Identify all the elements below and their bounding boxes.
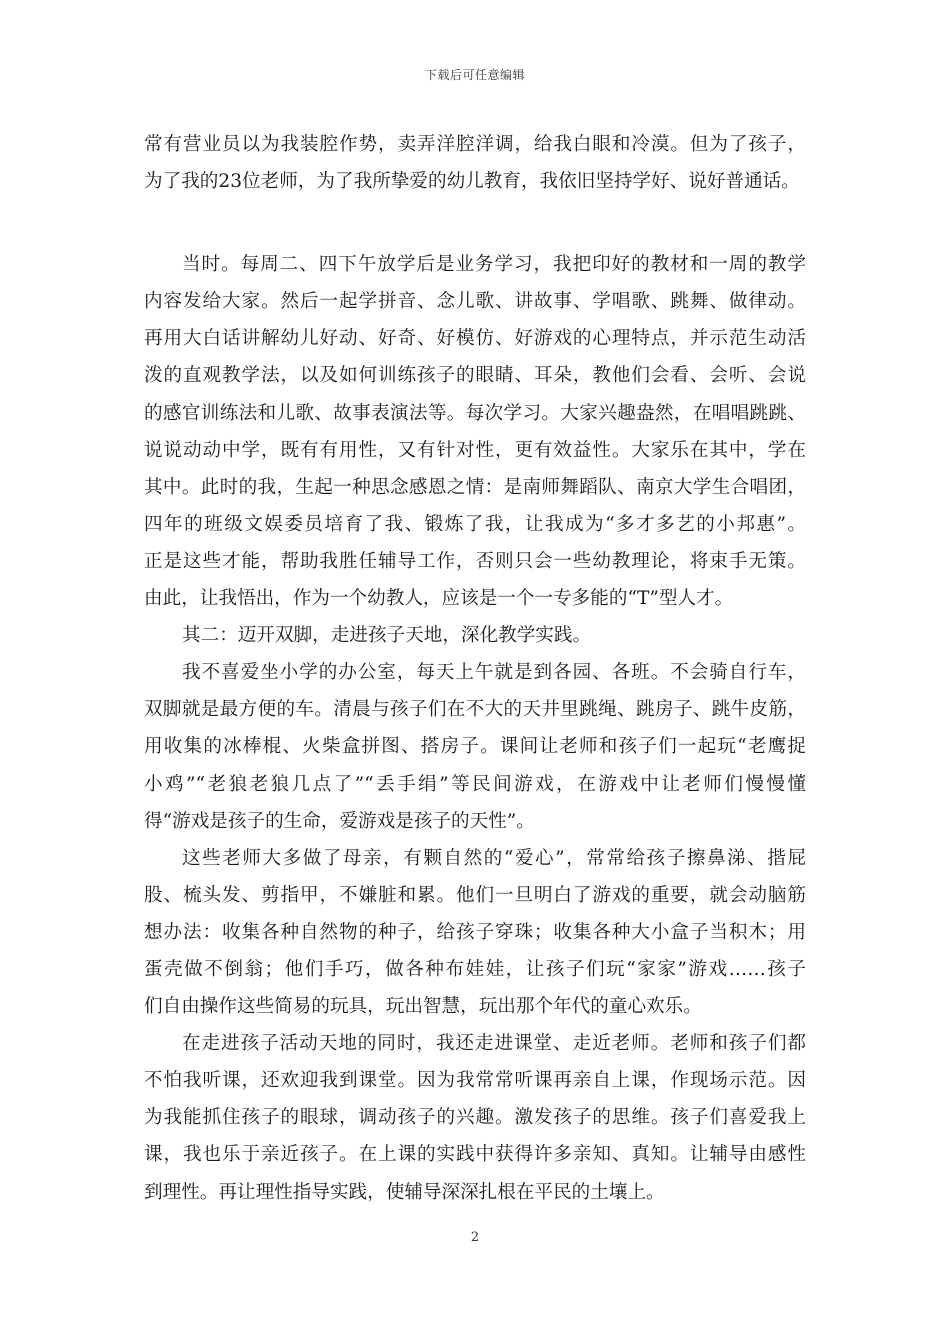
text-line: 为了我的23位老师，为了我所挚爱的幼儿教育，我依旧坚持学好、说好普通话。 (144, 171, 800, 193)
paragraph (144, 246, 806, 617)
text-line: 四年的班级文娱委员培育了我、锻炼了我，让我成为“多才多艺的小邦惠”。 (144, 513, 806, 535)
paragraph (144, 840, 806, 1025)
document-body (144, 126, 806, 1211)
text-line: 得“游戏是孩子的生命，爱游戏是孩子的天性”。 (144, 810, 535, 832)
page-number: 2 (470, 1230, 480, 1245)
paragraph (144, 617, 806, 654)
text-line: 不怕我听课，还欢迎我到课堂。因为我常常听课再亲自上课，作现场示范。因 (144, 1070, 806, 1092)
text-line: 双脚就是最方便的车。清晨与孩子们在不大的天井里跳绳、跳房子、跳牛皮筋， (144, 699, 806, 721)
paragraph (144, 126, 806, 200)
text-line: 课，我也乐于亲近孩子。在上课的实践中获得许多亲知、真知。让辅导由感性 (144, 1144, 806, 1166)
text-line: 我不喜爱坐小学的办公室，每天上午就是到各园、各班。不会骑自行车， (182, 662, 806, 684)
text-line: 到理性。再让理性指导实践，使辅导深深扎根在平民的土壤上。 (144, 1181, 665, 1203)
text-line: 说说动动中学，既有有用性，又有针对性，更有效益性。大家乐在其中，学在 (144, 439, 806, 461)
text-line: 在走进孩子活动天地的同时，我还走进课堂、走近老师。老师和孩子们都 (182, 1033, 806, 1055)
text-line: 们自由操作这些简易的玩具，玩出智慧，玩出那个年代的童心欢乐。 (144, 996, 702, 1018)
text-line: 其中。此时的我，生起一种思念感恩之情：是南师舞蹈队、南京大学生合唱团， (144, 476, 806, 498)
text-line: 这些老师大多做了母亲，有颗自然的“爱心”，常常给孩子擦鼻涕、揩屁 (182, 847, 806, 869)
text-line: 为我能抓住孩子的眼球，调动孩子的兴趣。激发孩子的思维。孩子们喜爱我上 (144, 1107, 806, 1129)
paragraph (144, 654, 806, 839)
text-line: 想办法：收集各种自然物的种子，给孩子穿珠；收集各种大小盒子当积木；用 (144, 921, 806, 943)
paragraph (144, 1025, 806, 1210)
paragraph-gap (144, 200, 806, 246)
page-header: 下载后可任意编辑 (424, 68, 525, 82)
text-line: 蛋壳做不倒翁；他们手巧，做各种布娃娃，让孩子们玩“家家”游戏……孩子 (144, 958, 806, 980)
text-line: 由此，让我悟出，作为一个幼教人，应该是一个一专多能的“T”型人才。 (144, 588, 734, 610)
text-line: 再用大白话讲解幼儿好动、好奇、好模仿、好游戏的心理特点，并示范生动活 (144, 328, 806, 350)
text-line: 其二：迈开双脚，走进孩子天地，深化教学实践。 (182, 625, 592, 647)
text-line: 泼的直观教学法，以及如何训练孩子的眼睛、耳朵，教他们会看、会听、会说 (144, 365, 806, 387)
text-line: 用收集的冰棒棍、火柴盒拼图、搭房子。课间让老师和孩子们一起玩“老鹰捉 (144, 736, 806, 758)
text-line: 当时。每周二、四下午放学后是业务学习，我把印好的教材和一周的教学 (182, 254, 806, 276)
text-line: 股、梳头发、剪指甲，不嫌脏和累。他们一旦明白了游戏的重要，就会动脑筋 (144, 884, 806, 906)
text-line: 小鸡”“老狼老狼几点了”“丢手绢”等民间游戏，在游戏中让老师们慢慢懂 (144, 773, 806, 795)
text-line: 的感官训练法和儿歌、故事表演法等。每次学习。大家兴趣盎然，在唱唱跳跳、 (144, 402, 806, 424)
text-line: 常有营业员以为我装腔作势，卖弄洋腔洋调，给我白眼和冷漠。但为了孩子， (144, 134, 806, 155)
text-line: 内容发给大家。然后一起学拼音、念儿歌、讲故事、学唱歌、跳舞、做律动。 (144, 291, 806, 313)
text-line: 正是这些才能，帮助我胜任辅导工作，否则只会一些幼教理论，将束手无策。 (144, 550, 806, 572)
